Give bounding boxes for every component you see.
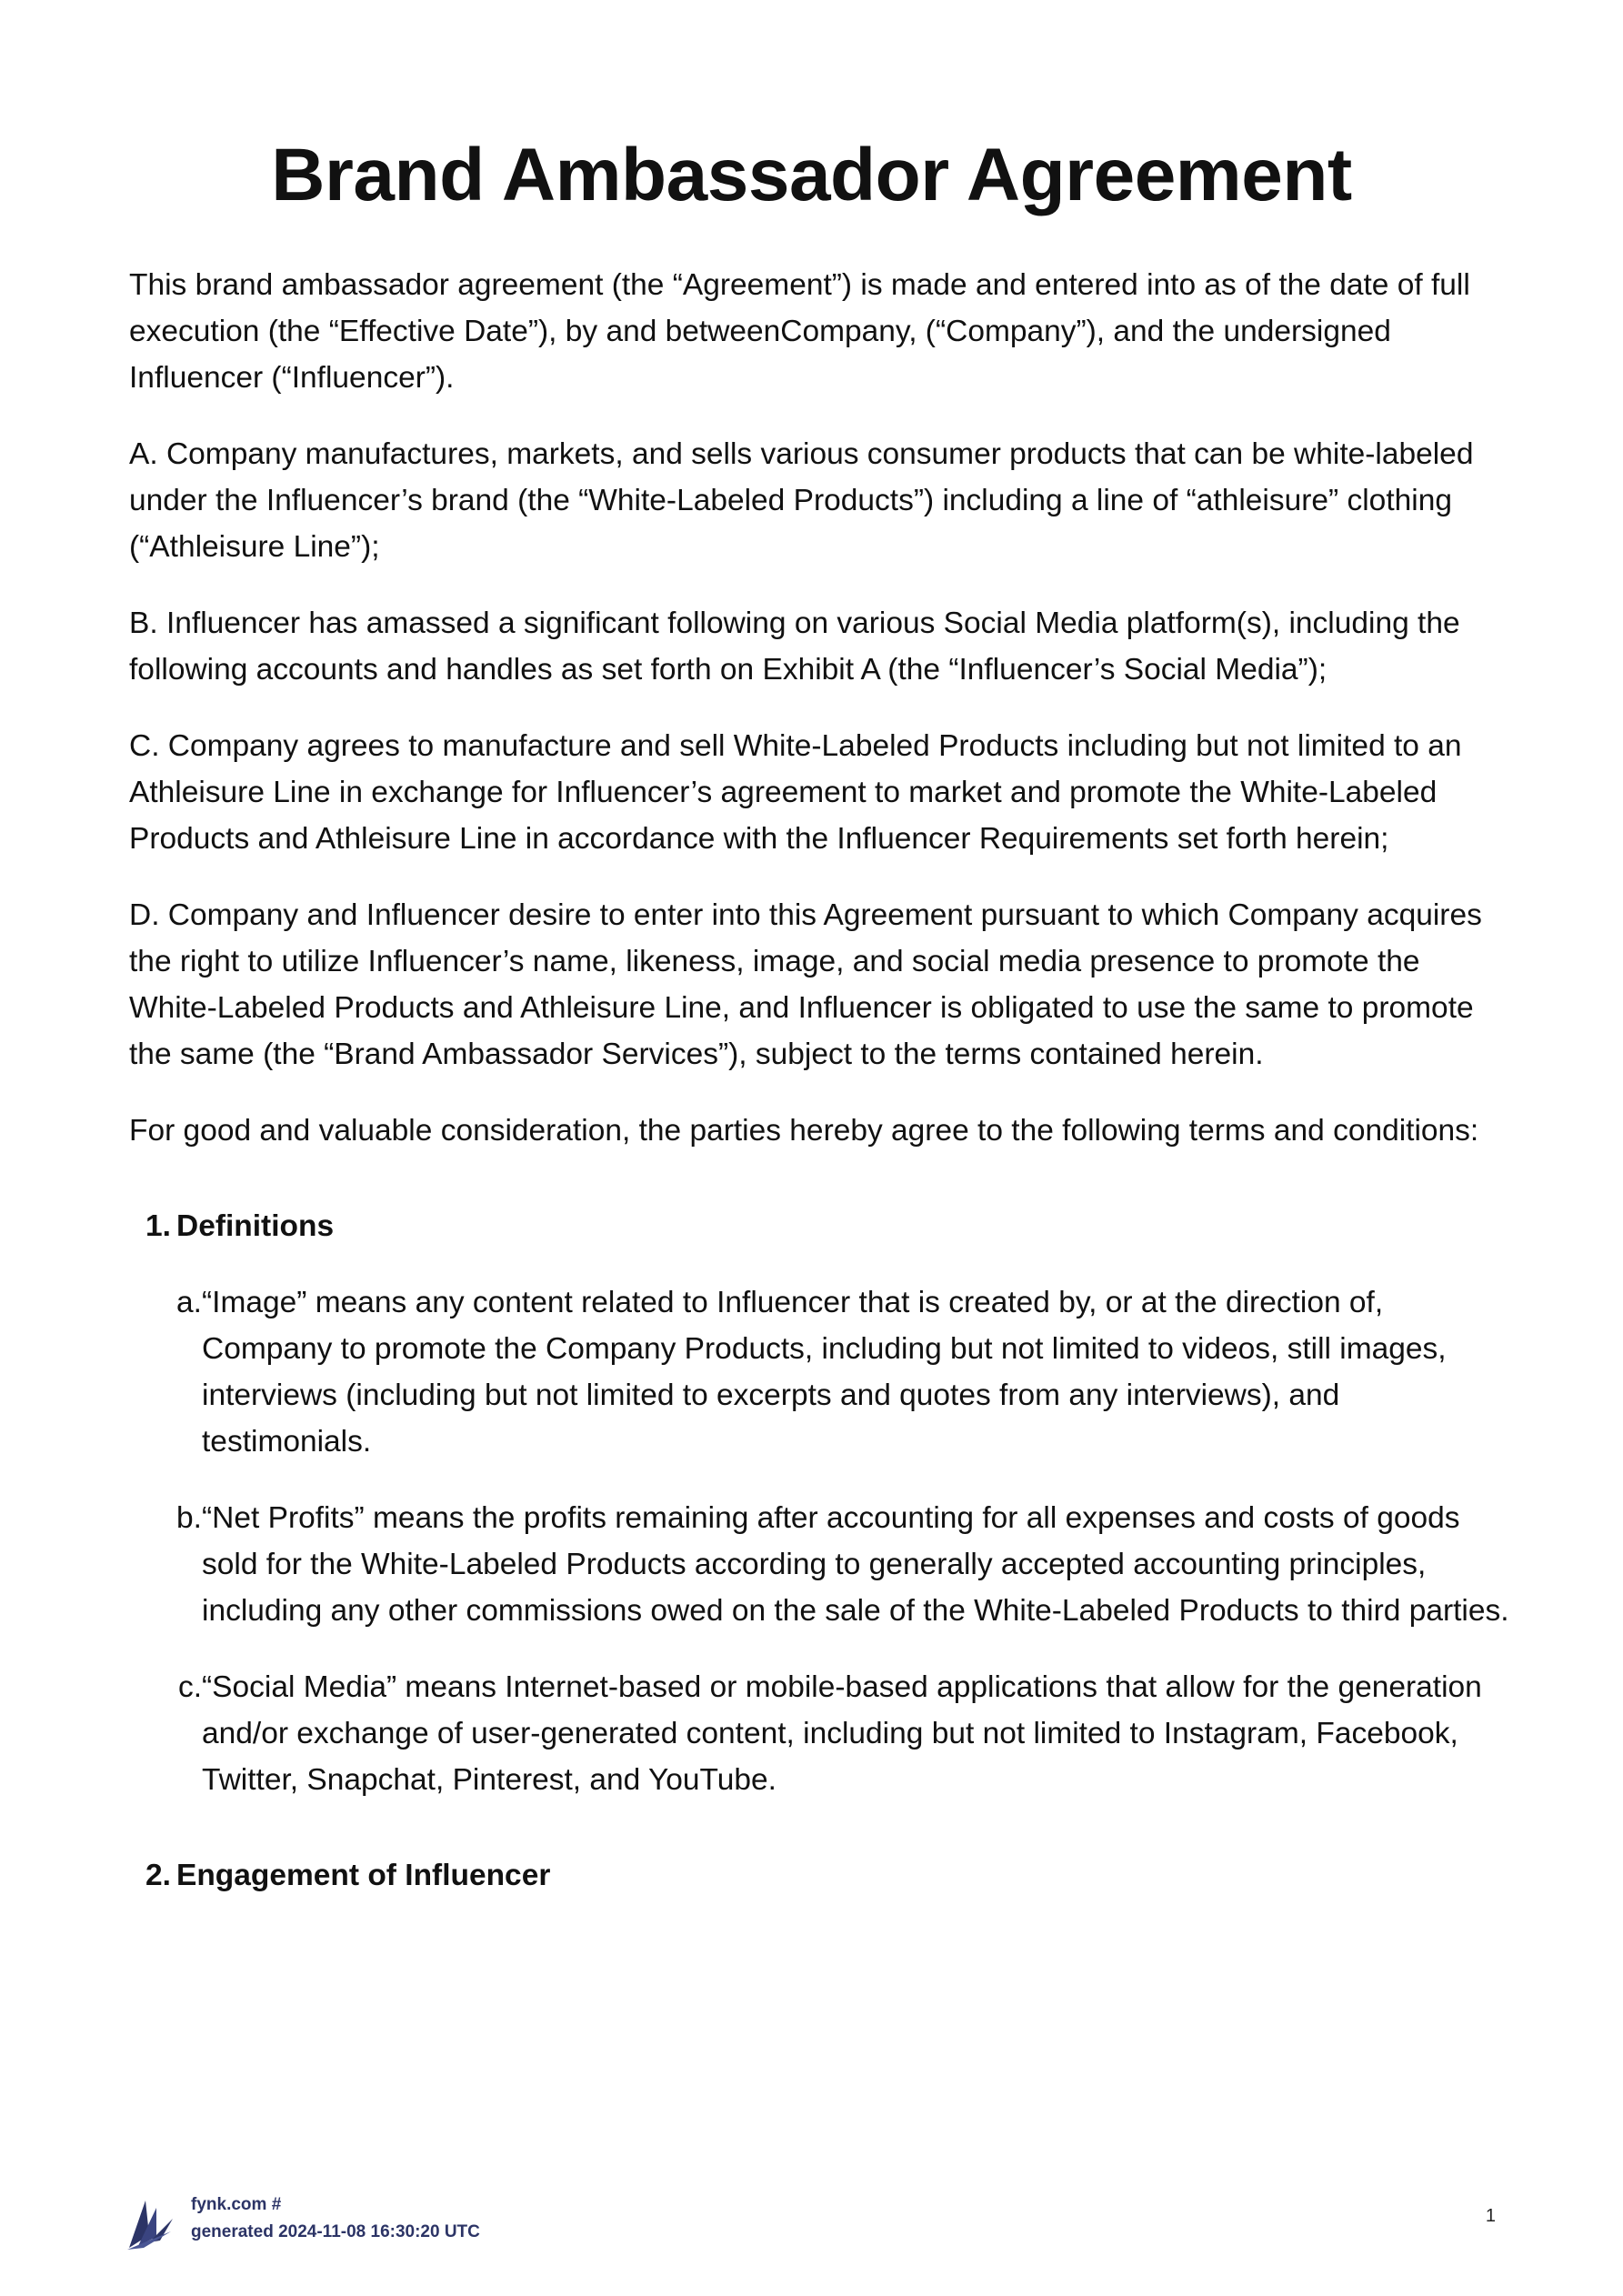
definition-image: “Image” means any content related to Influencer that is created by, or at the direction of, Company to promote the Company Products, including but not limited to videos, still images, interviews (including but not limited to excerpts and quotes from any interviews), and testimonials. <box>202 1286 1447 1459</box>
section-title: Engagement of Influencer <box>176 1859 551 1892</box>
consideration-paragraph: For good and valuable consideration, the parties hereby agree to the following terms and conditions: <box>129 1114 1479 1148</box>
recital-c: C. Company agrees to manufacture and sell White-Labeled Products including but not limited to an Athleisure Line in exchange for Influencer’s agreement to market and promote the White-Labeled Products and Athleisure Line in accordance with the Influencer Requirements set forth herein; <box>129 729 1462 856</box>
document-title: Brand Ambassador Agreement <box>271 134 1352 216</box>
recital-b: B. Influencer has amassed a significant following on various Social Media platform(s), including the following accounts and handles as set forth on Exhibit A (the “Influencer’s Social Media”); <box>129 607 1460 687</box>
section-number: 2. <box>145 1859 171 1892</box>
fynk-logo-icon <box>125 2195 176 2251</box>
document-body <box>129 262 1511 1929</box>
page-number: 1 <box>1485 2206 1496 2226</box>
footer-generated-timestamp: generated 2024-11-08 16:30:20 UTC <box>191 2222 480 2241</box>
list-item <box>129 1279 1511 1465</box>
definition-social-media: “Social Media” means Internet-based or mobile-based applications that allow for the generation and/or exchange of user-generated content, including but not limited to Instagram, Facebook, Twitter, Snapchat, Pinterest, and YouTube. <box>202 1670 1482 1797</box>
section-number: 1. <box>145 1209 171 1243</box>
list-marker: a. <box>176 1286 202 1319</box>
footer-meta <box>191 2191 480 2246</box>
page-footer <box>125 2191 480 2251</box>
list-item <box>129 1664 1511 1803</box>
list-item <box>129 1495 1511 1634</box>
section-heading-definitions <box>138 1203 1511 1249</box>
intro-paragraph: This brand ambassador agreement (the “Agreement”) is made and entered into as of the date of full execution (the “Effective Date”), by and betweenCompany, (“Company”), and the undersigned Influencer (“Influencer”). <box>129 268 1470 395</box>
recital-a: A. Company manufactures, markets, and sells various consumer products that can be white-labeled under the Influencer’s brand (the “White-Labeled Products”) including a line of “athleisure” clothing (“Athleisure Line”); <box>129 437 1474 564</box>
definitions-list <box>129 1279 1511 1803</box>
section-title: Definitions <box>176 1209 335 1243</box>
list-marker: b. <box>176 1501 202 1535</box>
section-heading-engagement <box>138 1852 1511 1899</box>
list-marker: c. <box>177 1670 202 1704</box>
definition-net-profits: “Net Profits” means the profits remaining after accounting for all expenses and costs of goods sold for the White-Labeled Products according to generally accepted accounting principles, including any other commissions owed on the sale of the White-Labeled Products to third parties. <box>202 1501 1509 1628</box>
recital-d: D. Company and Influencer desire to enter into this Agreement pursuant to which Company acquires the right to utilize Influencer’s name, likeness, image, and social media presence to promote the White-Labeled Products and Athleisure Line, and Influencer is obligated to use the same to promote the same (the “Brand Ambassador Services”), subject to the terms contained herein. <box>129 898 1482 1071</box>
footer-site: fynk.com # <box>191 2195 282 2214</box>
